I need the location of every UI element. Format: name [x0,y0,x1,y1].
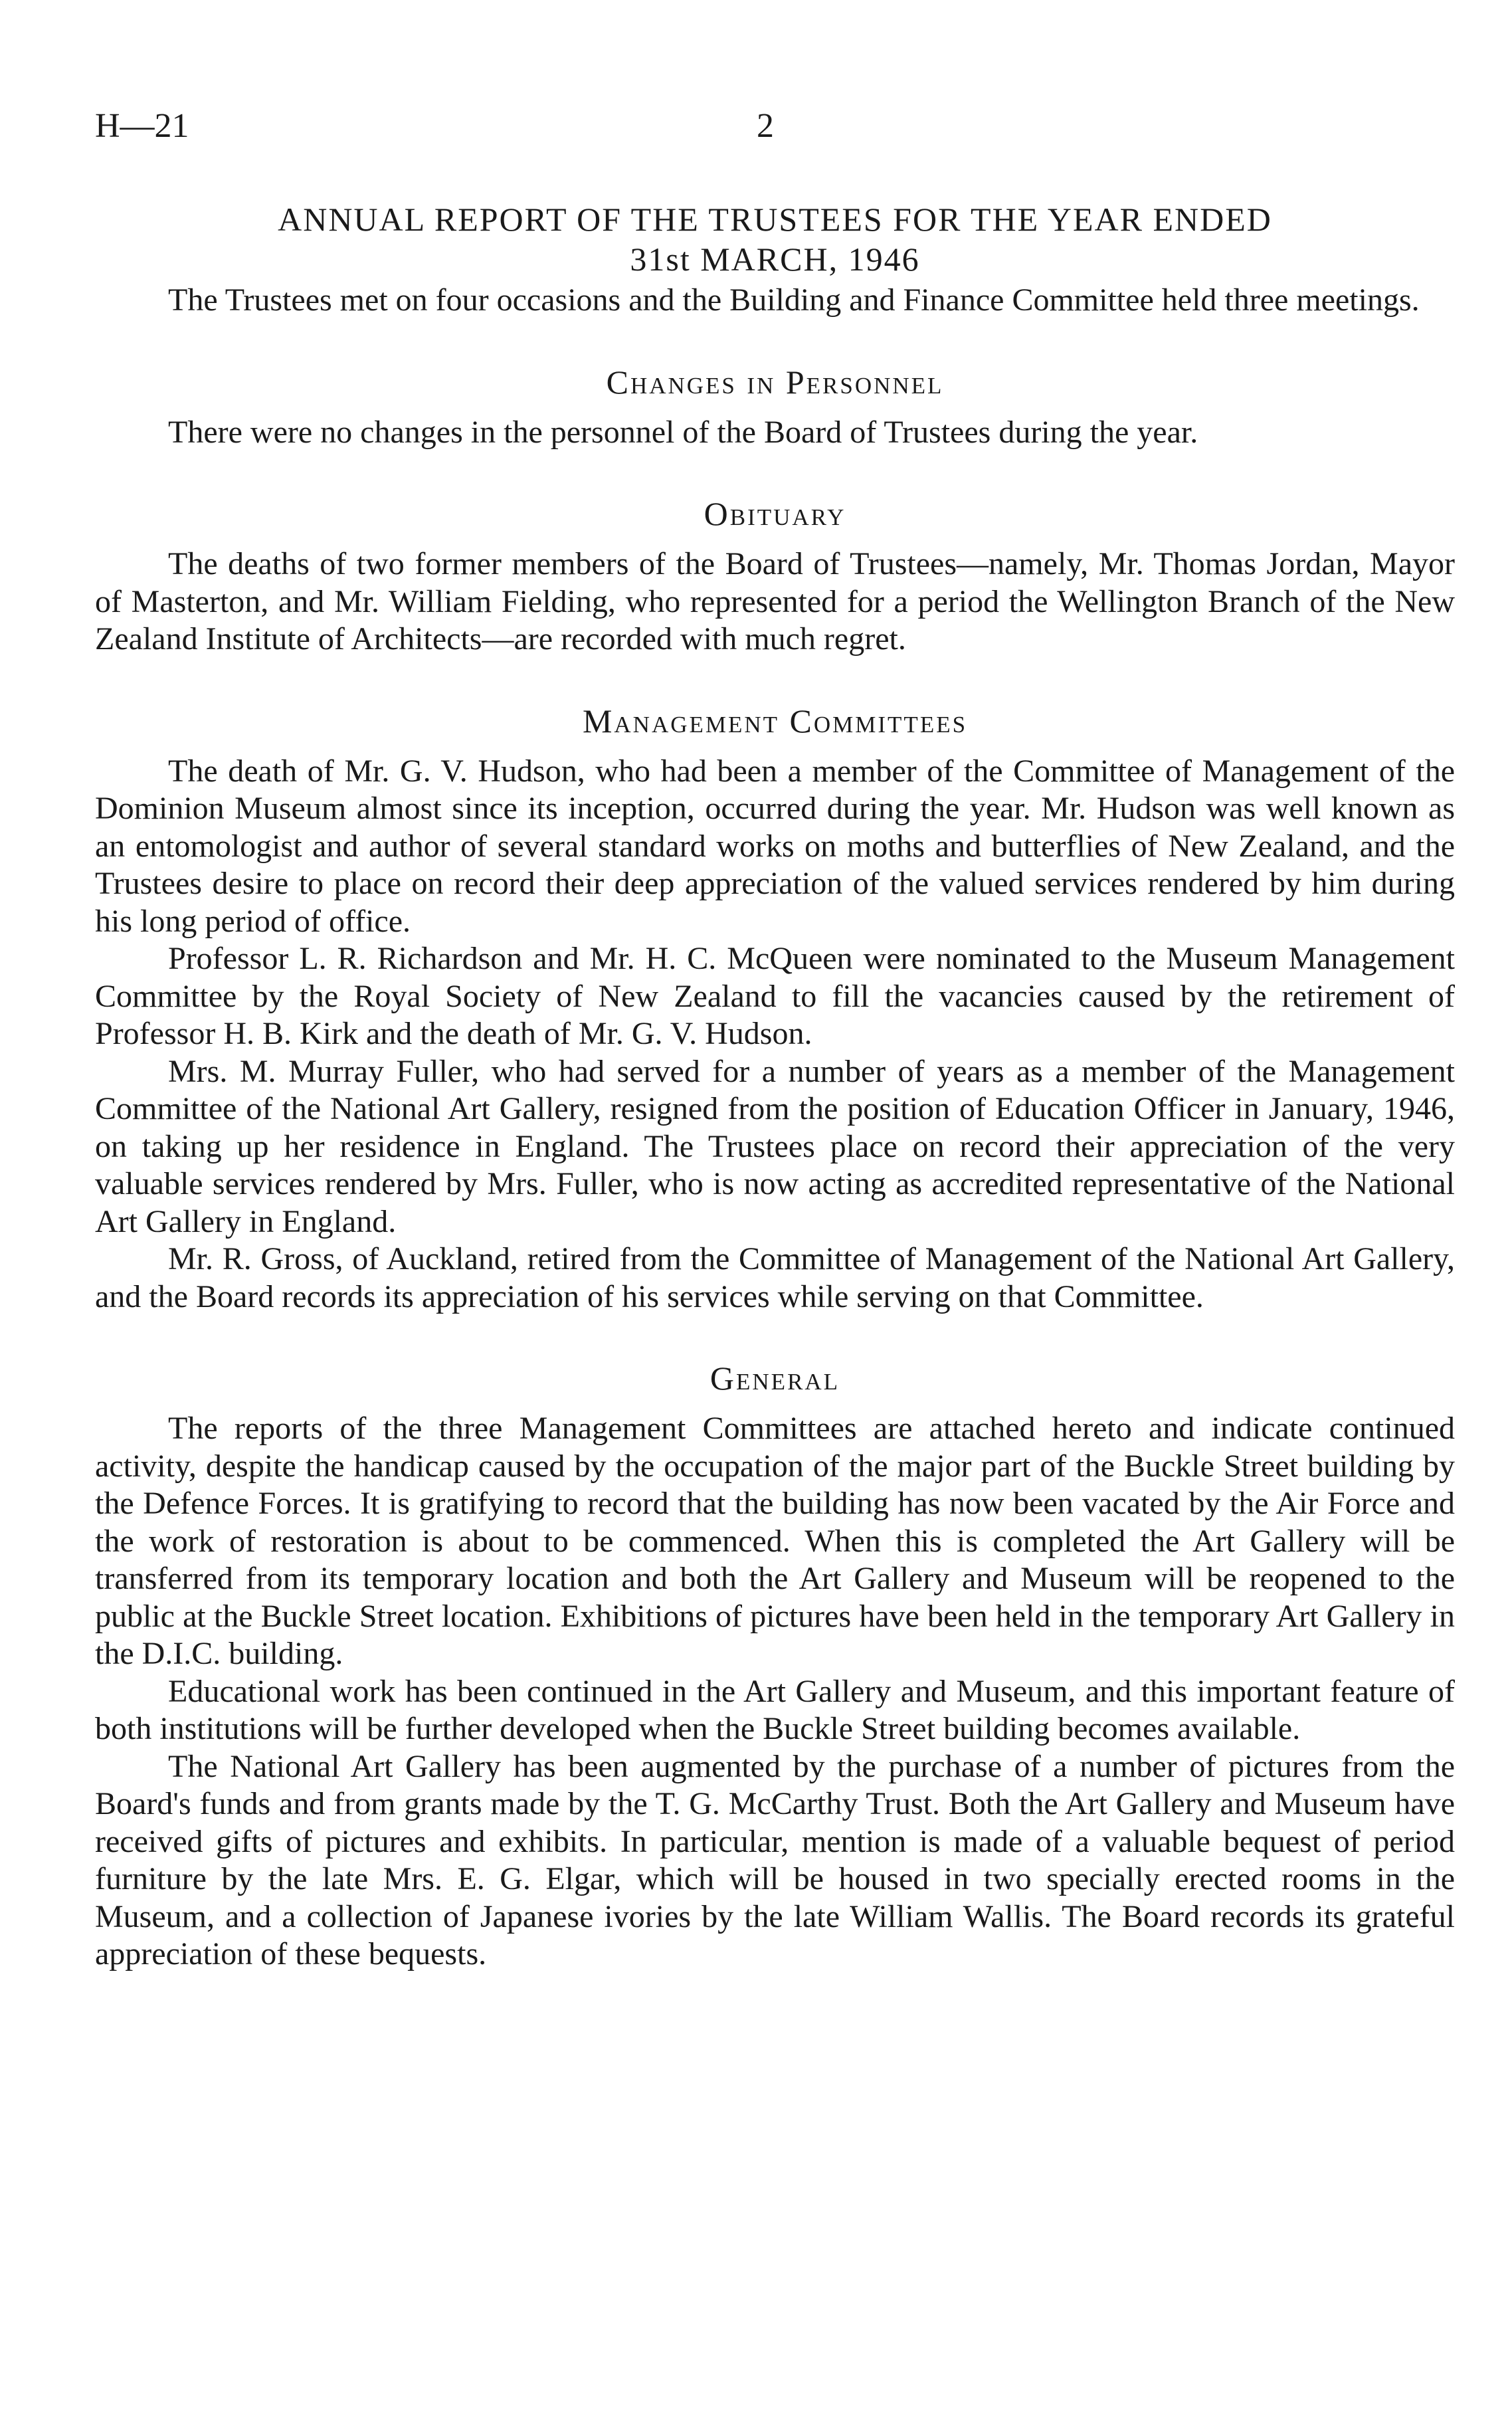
heading-obituary: Obituary [704,495,846,532]
page-header [95,106,1455,159]
document-reference: H—21 [95,107,189,145]
heading-general: General [709,1360,840,1397]
general-paragraph-2: Educational work has been continued in the Art Gallery and Museum, and this important feature of both institutions will be further developed when the Buckle Street building becomes available. [95,1673,1455,1746]
general-paragraph-3: The National Art Gallery has been augmented by the purchase of a number of pictures from the Board's funds and from grants made by the T. G. McCarthy Trust. Both the Art Gallery and Museum have received gifts of pictures and exhibits. In particular, mention is made of a valuable bequest of period furniture by the late Mrs. E. G. Elgar, which will be housed in two specially erected rooms in the Museum, and a collection of Japanese ivories by the late William Wallis. The Board records its grateful appreciation of these bequests. [95,1748,1455,1971]
obituary-paragraph: The deaths of two former members of the Board of Trustees—namely, Mr. Thomas Jordan, Mayor of Masterton, and Mr. William Fielding, who represented for a period the Wellington Branch of the New Zealand Institute of Architects—are recorded with much regret. [95,546,1455,656]
management-paragraph-1: The death of Mr. G. V. Hudson, who had been a member of the Committee of Management of the Dominion Museum almost since its inception, occurred during the year. Mr. Hudson was well known as an entomologist and author of several standard works on moths and butterflies of New Zealand, and the Trustees desire to place on record their deep appreciation of the valued services rendered by him during his long period of office. [95,753,1455,939]
personnel-paragraph: There were no changes in the personnel of the Board of Trustees during the year. [168,414,1198,450]
report-title-line-1: ANNUAL REPORT OF THE TRUSTEES FOR THE YEAR ENDED [278,201,1272,238]
report-title-line-2: 31st MARCH, 1946 [630,241,920,278]
general-paragraph-1: The reports of the three Management Committees are attached hereto and indicate continued activity, despite the handicap caused by the occupation of the major part of the Buckle Street building by the Defence Forces. It is gratifying to record that the building has now been vacated by the Air Force and the work of restoration is about to be commenced. When this is completed the Art Gallery will be transferred from its temporary location and both the Art Gallery and Museum will be reopened to the public at the Buckle Street location. Exhibitions of pictures have been held in the temporary Art Gallery in the D.I.C. building. [95,1411,1455,1671]
intro-paragraph: The Trustees met on four occasions and the Building and Finance Committee held three meetings. [168,282,1420,318]
management-paragraph-2: Professor L. R. Richardson and Mr. H. C. McQueen were nominated to the Museum Management Committee by the Royal Society of New Zealand to fill the vacancies caused by the retirement of Professor H. B. Kirk and the death of Mr. G. V. Hudson. [95,941,1455,1051]
heading-management-committees: Management Committees [582,702,968,740]
report-title [95,199,1455,279]
management-paragraph-3: Mrs. M. Murray Fuller, who had served for a number of years as a member of the Management Committee of the National Art Gallery, resigned from the position of Education Officer in January, 1946, on taking up her residence in England. The Trustees place on record their appreciation of the very valuable services rendered by Mrs. Fuller, who is now acting as accredited representative of the National Art Gallery in England. [95,1053,1455,1239]
heading-changes-in-personnel: Changes in Personnel [606,363,944,401]
page-number: 2 [757,107,774,145]
management-paragraph-4: Mr. R. Gross, of Auckland, retired from the Committee of Management of the National Art Gallery, and the Board records its appreciation of his services while serving on that Committee. [95,1241,1455,1314]
document-page [95,106,1455,1973]
